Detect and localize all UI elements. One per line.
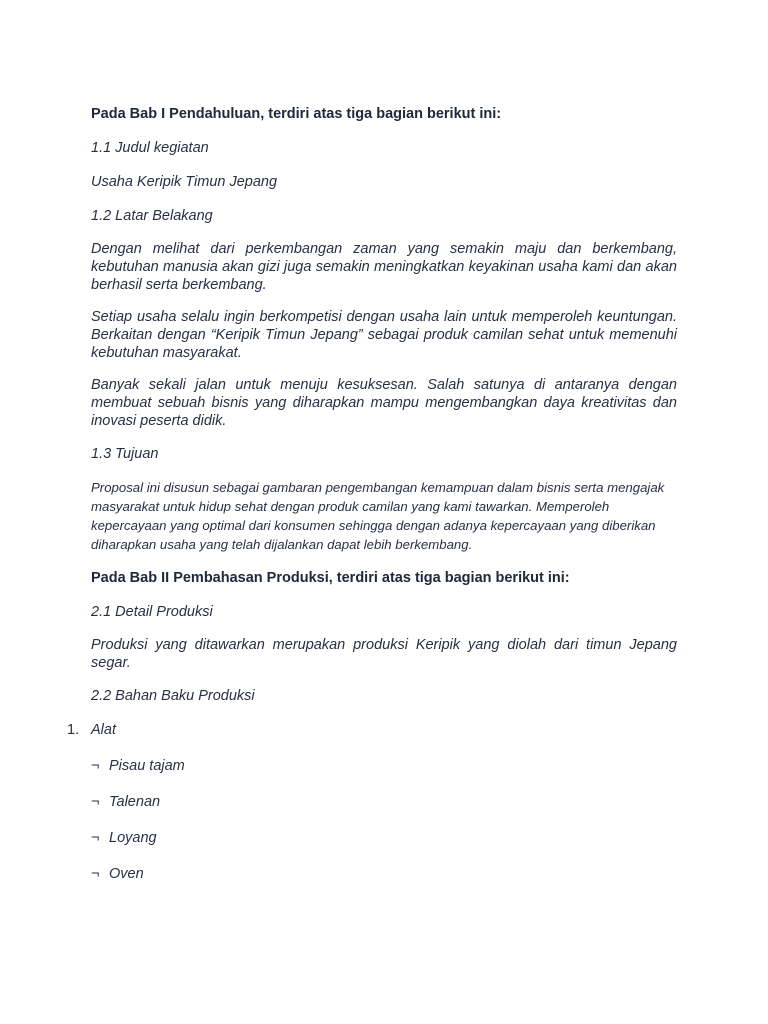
document-page: [67, 104, 677, 900]
tool-label: Pisau tajam: [109, 758, 185, 774]
background-paragraph-2: Setiap usaha selalu ingin berkompetisi dengan usaha lain untuk memperoleh keuntungan. Berkaitan dengan “Keripik Timun Jepang” sebagai produk camilan sehat untuk memenuhi kebutuhan masyarakat.: [91, 309, 677, 361]
list-item-label: Alat: [91, 722, 116, 738]
tool-list-item: [91, 792, 677, 812]
background-paragraph-1: Dengan melihat dari perkembangan zaman yang semakin maju dan berkembang, kebutuhan manusia akan gizi juga semakin meningkatkan keyakinan usaha kami dan akan berhasil serta berkembang.: [91, 241, 677, 293]
bab2-heading: Pada Bab II Pembahasan Produksi, terdiri atas tiga bagian berikut ini:: [91, 570, 570, 586]
list-number: 1.: [67, 722, 80, 738]
activity-title: Usaha Keripik Timun Jepang: [91, 174, 278, 190]
production-paragraph: Produksi yang ditawarkan merupakan produksi Keripik yang diolah dari timun Jepang segar.: [91, 637, 677, 671]
section-2-1-title: 2.1 Detail Produksi: [91, 604, 213, 620]
tool-label: Loyang: [109, 830, 157, 846]
numbered-list-item: [67, 720, 677, 740]
bullet-mark: ¬: [91, 830, 100, 846]
tool-list-item: [91, 828, 677, 848]
purpose-paragraph: Proposal ini disusun sebagai gambaran pengembangan kemampuan dalam bisnis serta mengajak masyarakat untuk hidup sehat dengan produk camilan yang kami tawarkan. Memperoleh kepercayaan yang optimal dari konsumen sehingga dengan adanya kepercayaan yang diberikan diharapkan usaha yang telah dijalankan dapat lebih berkembang.: [91, 480, 665, 552]
tool-label: Oven: [109, 866, 144, 882]
bullet-mark: ¬: [91, 794, 100, 810]
tool-label: Talenan: [109, 794, 161, 810]
bullet-mark: ¬: [91, 866, 100, 882]
section-1-3-title: 1.3 Tujuan: [91, 446, 159, 462]
section-1-1-title: 1.1 Judul kegiatan: [91, 140, 209, 156]
tool-list-item: [91, 864, 677, 884]
section-2-2-title: 2.2 Bahan Baku Produksi: [91, 688, 255, 704]
section-1-2-title: 1.2 Latar Belakang: [91, 208, 213, 224]
bab1-heading: Pada Bab I Pendahuluan, terdiri atas tiga bagian berikut ini:: [91, 106, 502, 122]
bullet-mark: ¬: [91, 758, 100, 774]
tool-list-item: [91, 756, 677, 776]
background-paragraph-3: Banyak sekali jalan untuk menuju kesuksesan. Salah satunya di antaranya dengan membuat sebuah bisnis yang diharapkan mampu mengembangkan daya kreativitas dan inovasi peserta didik.: [91, 377, 677, 429]
